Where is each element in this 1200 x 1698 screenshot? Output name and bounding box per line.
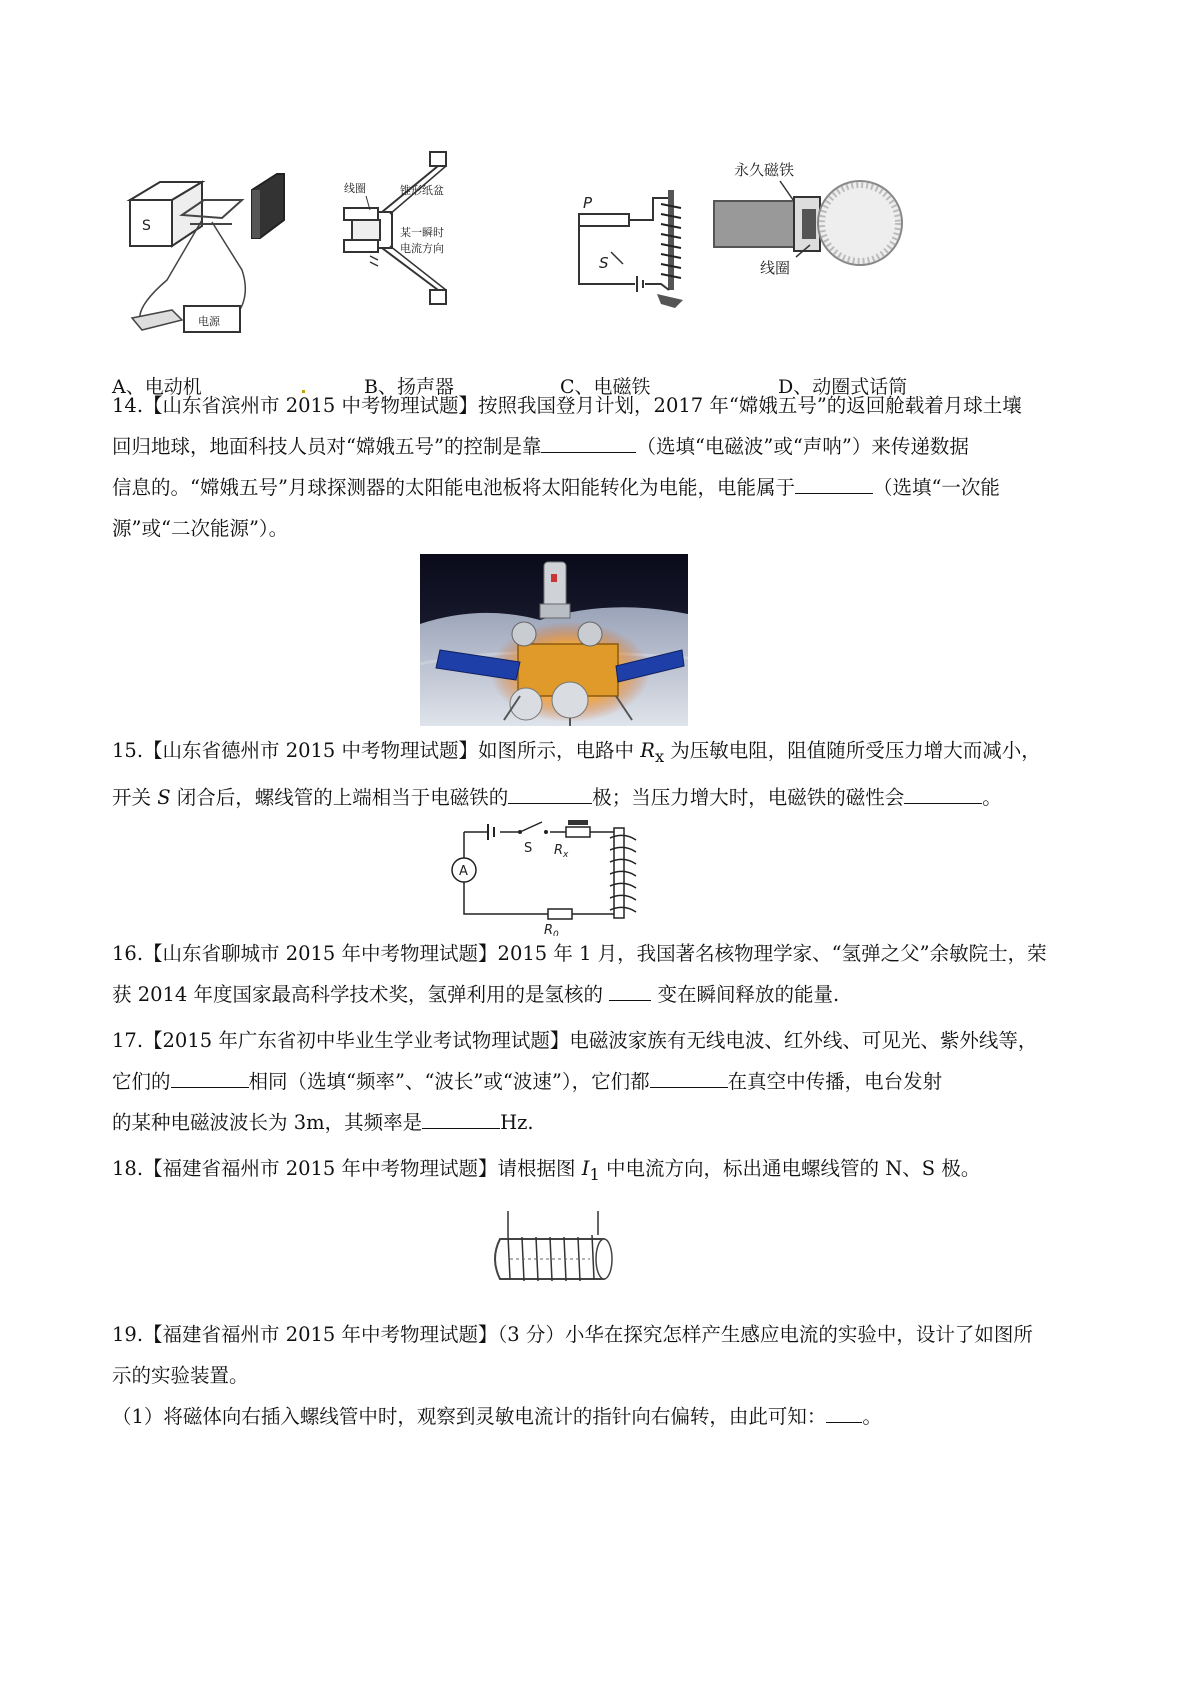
q19-sub-1b: 。 bbox=[862, 1405, 882, 1428]
q15-text-1b: 为压敏电阻，阻值随所受压力增大而减小， bbox=[664, 739, 1041, 762]
q17-text-3a: 的某种电磁波波长为 3m，其频率是 bbox=[112, 1111, 423, 1134]
question-14 bbox=[112, 385, 1102, 549]
question-17 bbox=[112, 1020, 1102, 1143]
q15-source: 【山东省德州市 2015 中考物理试题】 bbox=[143, 739, 479, 762]
speaker-coil-label: 线圈 bbox=[344, 182, 366, 195]
figure-loudspeaker bbox=[330, 148, 505, 313]
q14-text-3: （选填“电磁波”或“声呐”）来传递数据 bbox=[636, 435, 969, 458]
q15-rx: R bbox=[640, 739, 655, 762]
q17-text-2b: 相同（选填“频率”、“波长”或“波速”），它们都 bbox=[248, 1070, 650, 1093]
q17-text-1: 电磁波家族有无线电波、红外线、可见光、紫外线等， bbox=[569, 1029, 1038, 1052]
figure-electromagnet bbox=[565, 190, 715, 310]
q14-text-5: （选填“一次能 bbox=[872, 476, 1000, 499]
microphone-magnet-label: 永久磁铁 bbox=[734, 161, 795, 179]
q17-text-2c: 在真空中传播，电台发射 bbox=[727, 1070, 943, 1093]
q14-text-4: 信息的。“嫦娥五号”月球探测器的太阳能电池板将太阳能转化为电能，电能属于 bbox=[112, 476, 795, 499]
option-c: C、电磁铁 bbox=[560, 376, 651, 398]
q19-blank[interactable] bbox=[826, 1404, 862, 1423]
q17-blank-1[interactable] bbox=[171, 1069, 249, 1088]
question-19 bbox=[112, 1314, 1102, 1437]
q14-source: 【山东省滨州市 2015 中考物理试题】 bbox=[143, 394, 479, 417]
q15-text-2d: 。 bbox=[982, 785, 1002, 809]
q15-text-1a: 如图所示，电路中 bbox=[478, 739, 641, 762]
figure-solenoid bbox=[486, 1205, 621, 1290]
q15-rx-sub: x bbox=[654, 746, 665, 766]
q18-number: 18. bbox=[112, 1157, 144, 1180]
q14-text-1: 按照我国登月计划，2017 年“嫦娥五号”的返回舱载着月球土壤 bbox=[478, 394, 1022, 417]
q17-blank-2[interactable] bbox=[650, 1069, 728, 1088]
circuit-rx-sub: x bbox=[563, 850, 569, 860]
q14-text-2: 回归地球，地面科技人员对“嫦娥五号”的控制是靠 bbox=[112, 435, 542, 458]
q18-text-b: 中电流方向，标出通电螺线管的 N、S 极。 bbox=[599, 1157, 981, 1180]
q16-blank[interactable] bbox=[609, 982, 651, 1001]
q15-text-2a: 开关 bbox=[112, 785, 158, 809]
q16-text-1: 2015 年 1 月，我国著名核物理学家、“氢弹之父”余敏院士，荣 bbox=[497, 942, 1047, 965]
speaker-current-label-1: 某一瞬时 bbox=[400, 226, 444, 239]
q18-text-a: 请根据图 bbox=[497, 1157, 582, 1180]
q19-text-2: 示的实验装置。 bbox=[112, 1364, 249, 1387]
circuit-ammeter-label: A bbox=[459, 864, 468, 879]
q16-source: 【山东省聊城市 2015 年中考物理试题】 bbox=[143, 942, 498, 965]
q14-text-6: 源”或“二次能源”）。 bbox=[112, 517, 289, 540]
electromagnet-s-label: S bbox=[599, 254, 609, 272]
q16-text-2b: 变在瞬间释放的能量. bbox=[657, 983, 840, 1006]
circuit-rx-letter: R bbox=[554, 843, 564, 858]
q19-text-1: （3 分）小华在探究怎样产生感应电流的实验中，设计了如图所 bbox=[497, 1323, 1033, 1346]
q14-blank-1[interactable] bbox=[541, 434, 636, 453]
circuit-r0-letter: R bbox=[544, 923, 554, 936]
q15-blank-1[interactable] bbox=[508, 785, 592, 804]
option-b: B、扬声器 bbox=[364, 376, 454, 398]
q18-i: I bbox=[581, 1157, 590, 1180]
speaker-current-label-2: 电流方向 bbox=[400, 242, 444, 255]
q17-text-2a: 它们的 bbox=[112, 1070, 171, 1093]
q17-source: 【2015 年广东省初中毕业生学业考试物理试题】 bbox=[143, 1029, 570, 1052]
q15-number: 15. bbox=[112, 739, 144, 762]
electromagnet-p-label: P bbox=[583, 194, 593, 212]
q15-text-2b: 闭合后，螺线管的上端相当于电磁铁的 bbox=[170, 785, 509, 809]
motor-battery-label: 电源 bbox=[198, 315, 220, 328]
question-16 bbox=[112, 933, 1102, 1015]
question-15 bbox=[112, 730, 1102, 818]
q18-source: 【福建省福州市 2015 年中考物理试题】 bbox=[143, 1157, 498, 1180]
q14-blank-2[interactable] bbox=[795, 475, 873, 494]
speaker-cone-label: 锥形纸盆 bbox=[400, 184, 444, 197]
figure-motor bbox=[112, 160, 302, 340]
q14-number: 14. bbox=[112, 394, 144, 417]
q16-text-2a: 获 2014 年度国家最高科学技术奖，氢弹利用的是氢核的 bbox=[112, 983, 604, 1006]
motor-magnet-s-label: S bbox=[142, 218, 151, 234]
q19-source: 【福建省福州市 2015 年中考物理试题】 bbox=[143, 1323, 498, 1346]
q17-number: 17. bbox=[112, 1029, 144, 1052]
option-d: D、动圈式话筒 bbox=[778, 376, 908, 398]
figure-pressure-circuit bbox=[440, 814, 650, 936]
circuit-switch-label: S bbox=[524, 841, 533, 856]
q17-blank-3[interactable] bbox=[422, 1110, 500, 1129]
option-a: A、电动机 bbox=[112, 376, 202, 398]
q15-blank-2[interactable] bbox=[904, 785, 982, 804]
q15-text-2c: 极；当压力增大时，电磁铁的磁性会 bbox=[592, 785, 905, 809]
q16-number: 16. bbox=[112, 942, 144, 965]
circuit-r0-sub: 0 bbox=[553, 930, 559, 936]
q19-sub-1a: （1）将磁体向右插入螺线管中时，观察到灵敏电流计的指针向右偏转，由此可知： bbox=[112, 1405, 827, 1428]
circuit-rx-label bbox=[554, 843, 569, 860]
question-18 bbox=[112, 1148, 1102, 1195]
q17-text-3b: Hz. bbox=[500, 1111, 534, 1134]
q15-s: S bbox=[157, 785, 171, 809]
lunar-probe-image bbox=[420, 554, 688, 726]
q19-number: 19. bbox=[112, 1323, 144, 1346]
microphone-coil-label: 线圈 bbox=[760, 259, 791, 277]
figure-microphone bbox=[710, 145, 910, 295]
q18-i-sub: 1 bbox=[589, 1164, 600, 1184]
